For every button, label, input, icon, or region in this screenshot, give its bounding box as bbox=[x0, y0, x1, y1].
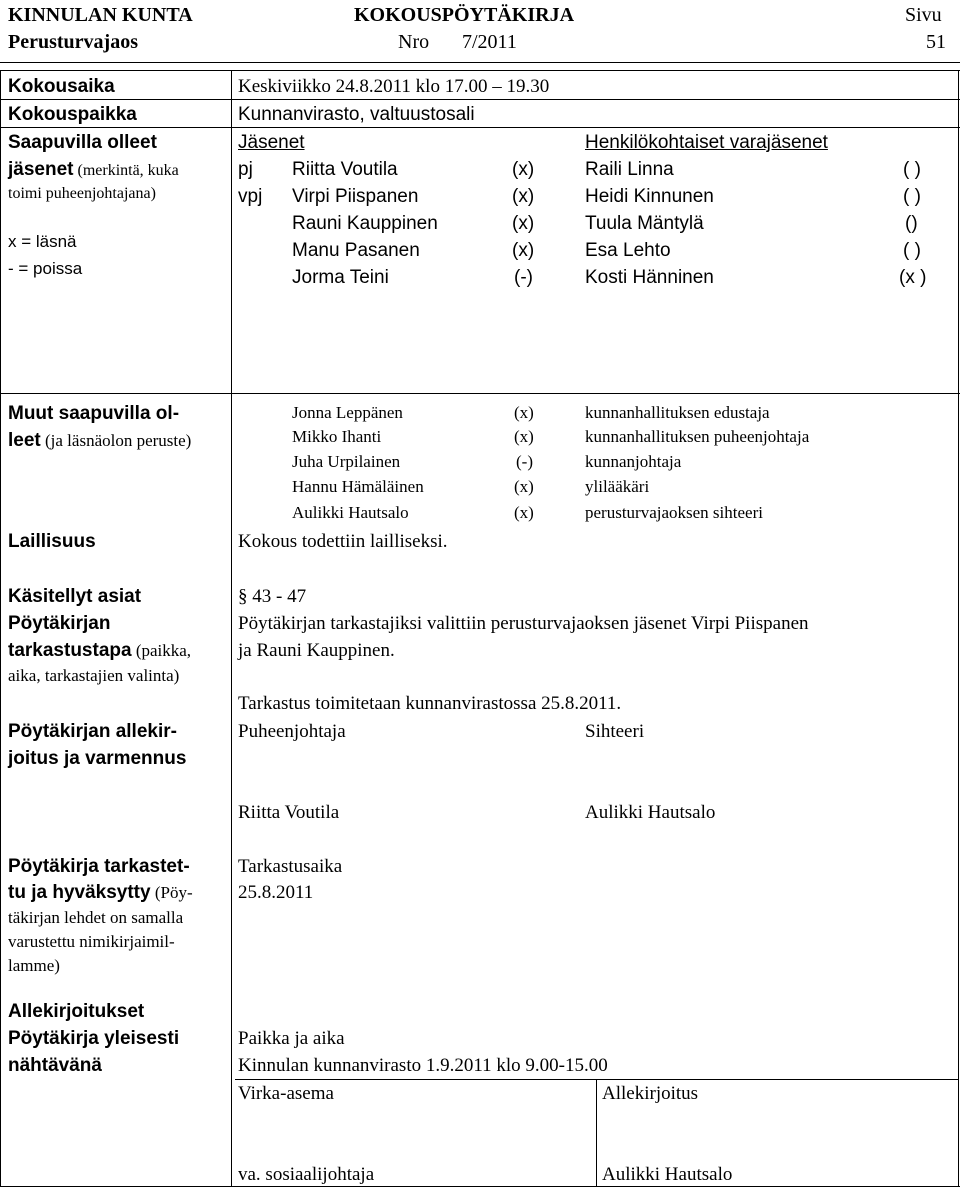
row-divider bbox=[0, 99, 960, 100]
signature-divider bbox=[596, 1080, 597, 1187]
public-label-line2: nähtävänä bbox=[8, 1055, 102, 1076]
signing-label: Pöytäkirjan allekir- bbox=[8, 721, 177, 742]
members-header: Jäsenet bbox=[238, 132, 305, 153]
document-type: KOKOUSPÖYTÄKIRJA bbox=[354, 4, 575, 26]
others-label: Muut saapuvilla ol- bbox=[8, 403, 180, 424]
municipality-name: KINNULAN KUNTA bbox=[8, 4, 193, 26]
deputy-name: Tuula Mäntylä bbox=[585, 213, 704, 234]
deputy-mark: ( ) bbox=[903, 159, 921, 180]
others-label-bold: leet bbox=[8, 430, 41, 451]
deputy-name: Heidi Kinnunen bbox=[585, 186, 714, 207]
deputy-mark: () bbox=[905, 213, 918, 234]
table-right-border bbox=[958, 70, 959, 1187]
signatures-label: Allekirjoitukset bbox=[8, 1001, 145, 1022]
member-name: Virpi Piispanen bbox=[292, 186, 419, 207]
others-label-line2 bbox=[8, 431, 191, 450]
attendance-subtitle-rest: (merkintä, kuka bbox=[73, 162, 179, 179]
other-basis: perusturvajaoksen sihteeri bbox=[585, 503, 763, 522]
approval-label-rest: (Pöy- bbox=[150, 883, 193, 902]
meeting-time-value: Keskiviikko 24.8.2011 klo 17.00 – 19.30 bbox=[238, 76, 550, 97]
other-basis: kunnanhallituksen puheenjohtaja bbox=[585, 427, 810, 446]
inspection-text-line2: ja Rauni Kauppinen. bbox=[238, 640, 395, 661]
meeting-place-value: Kunnanvirasto, valtuustosali bbox=[238, 104, 475, 125]
place-time-label: Paikka ja aika bbox=[238, 1028, 345, 1049]
legality-value: Kokous todettiin lailliseksi. bbox=[238, 531, 448, 552]
other-name: Aulikki Hautsalo bbox=[292, 503, 409, 522]
approval-label: Pöytäkirja tarkastet- bbox=[8, 856, 190, 877]
approval-label-line4: varustettu nimikirjaimil- bbox=[8, 932, 175, 951]
meeting-time-label: Kokousaika bbox=[8, 76, 115, 97]
column-divider bbox=[231, 70, 232, 1187]
other-name: Mikko Ihanti bbox=[292, 427, 382, 446]
inspection-time-label: Tarkastusaika bbox=[238, 856, 343, 877]
row-divider bbox=[0, 393, 960, 394]
attendance-subtitle bbox=[8, 160, 179, 179]
meeting-place-label: Kokouspaikka bbox=[8, 104, 137, 125]
signature-value: Aulikki Hautsalo bbox=[602, 1164, 733, 1185]
other-mark: (-) bbox=[516, 452, 533, 471]
nro-label: Nro bbox=[398, 31, 430, 53]
others-label-rest: (ja läsnäolon peruste) bbox=[40, 431, 192, 450]
signature-label: Allekirjoitus bbox=[602, 1083, 699, 1104]
deputy-name: Esa Lehto bbox=[585, 240, 671, 261]
member-mark: (-) bbox=[514, 267, 533, 288]
member-mark: (x) bbox=[512, 213, 535, 234]
place-time-value: Kinnulan kunnanvirasto 1.9.2011 klo 9.00-15.00 bbox=[238, 1055, 608, 1076]
inspection-label-rest: (paikka, bbox=[131, 641, 192, 660]
legality-label: Laillisuus bbox=[8, 531, 96, 552]
member-name: Manu Pasanen bbox=[292, 240, 420, 261]
deputy-mark: ( ) bbox=[903, 186, 921, 207]
items-value: § 43 - 47 bbox=[238, 586, 307, 607]
other-basis: kunnanjohtaja bbox=[585, 452, 682, 471]
member-name: Riitta Voutila bbox=[292, 159, 398, 180]
approval-label-line2 bbox=[8, 883, 193, 902]
legend-present: x = läsnä bbox=[8, 232, 77, 251]
secretary-title: Sihteeri bbox=[585, 721, 645, 742]
member-name: Jorma Teini bbox=[292, 267, 389, 288]
other-basis: kunnanhallituksen edustaja bbox=[585, 403, 770, 422]
public-label: Pöytäkirja yleisesti bbox=[8, 1028, 180, 1049]
inspection-time-value: 25.8.2011 bbox=[238, 882, 314, 903]
other-name: Juha Urpilainen bbox=[292, 452, 401, 471]
member-role: vpj bbox=[238, 186, 263, 207]
approval-label-bold: tu ja hyväksytty bbox=[8, 882, 151, 903]
table-top-border bbox=[0, 70, 960, 71]
legend-absent: - = poissa bbox=[8, 259, 83, 278]
inspection-label-line2 bbox=[8, 641, 191, 660]
inspection-label-bold: tarkastustapa bbox=[8, 640, 132, 661]
deputy-name: Kosti Hänninen bbox=[585, 267, 714, 288]
inspection-text: Pöytäkirjan tarkastajiksi valittiin perusturvajaoksen jäsenet Virpi Piispanen bbox=[238, 613, 809, 634]
member-mark: (x) bbox=[512, 186, 535, 207]
other-basis: ylilääkäri bbox=[585, 477, 650, 496]
header-rule bbox=[0, 62, 960, 63]
member-mark: (x) bbox=[512, 240, 535, 261]
nro-value: 7/2011 bbox=[462, 31, 517, 53]
other-name: Hannu Hämäläinen bbox=[292, 477, 424, 496]
chair-name: Riitta Voutila bbox=[238, 802, 340, 823]
other-mark: (x) bbox=[514, 427, 534, 446]
member-mark: (x) bbox=[512, 159, 535, 180]
deputy-mark: (x ) bbox=[899, 267, 927, 288]
position-label: Virka-asema bbox=[238, 1083, 334, 1104]
member-name: Rauni Kauppinen bbox=[292, 213, 438, 234]
approval-label-line3: täkirjan lehdet on samalla bbox=[8, 908, 184, 927]
table-left-border bbox=[0, 70, 1, 1187]
inspection-label-line3: aika, tarkastajien valinta) bbox=[8, 666, 180, 685]
other-mark: (x) bbox=[514, 503, 534, 522]
attendance-subtitle-bold: jäsenet bbox=[8, 159, 74, 180]
inspection-label: Pöytäkirjan bbox=[8, 613, 111, 634]
chair-title: Puheenjohtaja bbox=[238, 721, 346, 742]
items-label: Käsitellyt asiat bbox=[8, 586, 142, 607]
deputy-name: Raili Linna bbox=[585, 159, 674, 180]
other-name: Jonna Leppänen bbox=[292, 403, 403, 422]
deputies-header: Henkilökohtaiset varajäsenet bbox=[585, 132, 828, 153]
other-mark: (x) bbox=[514, 403, 534, 422]
approval-label-line5: lamme) bbox=[8, 956, 60, 975]
attendance-title: Saapuvilla olleet bbox=[8, 132, 157, 153]
page-label: Sivu bbox=[905, 4, 942, 26]
page-number: 51 bbox=[926, 31, 946, 53]
body-name: Perusturvajaos bbox=[8, 31, 138, 53]
signing-label-line2: joitus ja varmennus bbox=[8, 748, 187, 769]
member-role: pj bbox=[238, 159, 253, 180]
secretary-name: Aulikki Hautsalo bbox=[585, 802, 716, 823]
position-value: va. sosiaalijohtaja bbox=[238, 1164, 375, 1185]
attendance-subtitle-line2: toimi puheenjohtajana) bbox=[8, 185, 156, 202]
table-bottom-border bbox=[0, 1186, 960, 1187]
row-divider bbox=[0, 127, 960, 128]
deputy-mark: ( ) bbox=[903, 240, 921, 261]
inspection-text-line3: Tarkastus toimitetaan kunnanvirastossa 25.8.2011. bbox=[238, 693, 622, 714]
other-mark: (x) bbox=[514, 477, 534, 496]
